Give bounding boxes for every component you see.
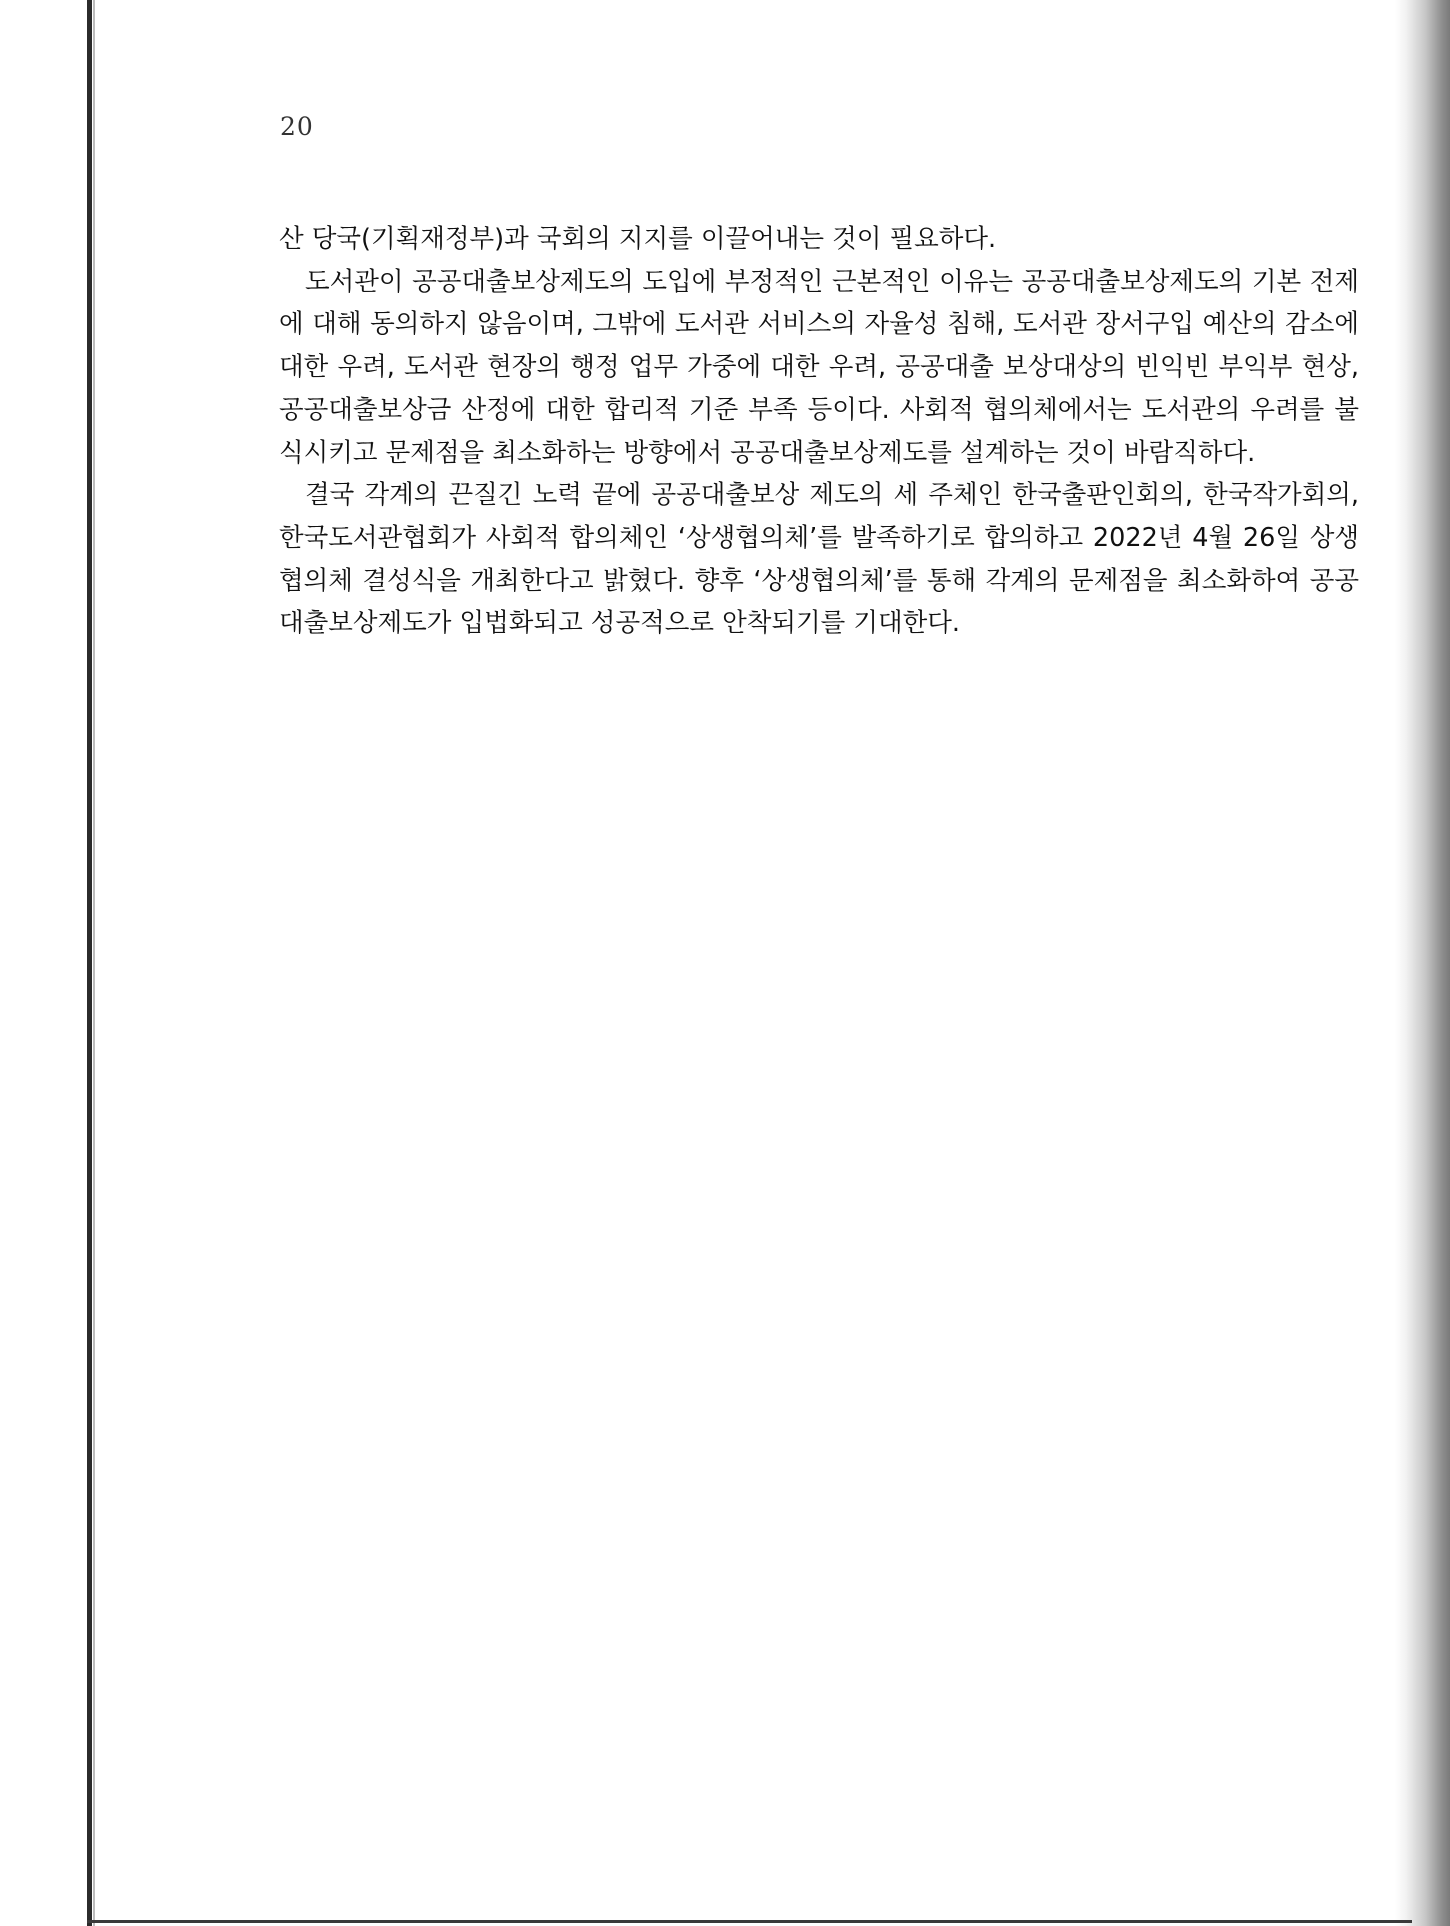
paragraph-2: 도서관이 공공대출보상제도의 도입에 부정적인 근본적인 이유는 공공대출보상제도의 기본 전제에 대해 동의하지 않음이며, 그밖에 도서관 서비스의 자율성 침해, 도서관 장서구입 예산의 감소에 대한 우려, 도서관 현장의 행정 업무 가중에 대한 우려, 공공대출 보상대상의 빈익빈 부익부 현상, 공공대출보상금 산정에 대한 합리적 기준 부족 등이다. 사회적 협의체에서는 도서관의 우려를 불식시키고 문제점을 최소화하는 방향에서 공공대출보상제도를 설계하는 것이 바람직하다. [279,266,1359,468]
page-right-shadow [1395,0,1450,1926]
page-number: 20 [280,112,314,141]
page-left-edge [87,0,92,1926]
document-page [95,0,1395,1920]
page-bottom-edge [87,1920,1412,1923]
body-text [279,218,1359,645]
paragraph-1: 산 당국(기획재정부)과 국회의 지지를 이끌어내는 것이 필요하다. [279,224,997,254]
paragraph-3: 결국 각계의 끈질긴 노력 끝에 공공대출보상 제도의 세 주체인 한국출판인회의, 한국작가회의, 한국도서관협회가 사회적 합의체인 ‘상생협의체’를 발족하기로 합의하고 2022년 4월 26일 상생협의체 결성식을 개최한다고 밝혔다. 향후 ‘상생협의체’를 통해 각계의 문제점을 최소화하여 공공대출보상제도가 입법화되고 성공적으로 안착되기를 기대한다. [279,480,1359,639]
